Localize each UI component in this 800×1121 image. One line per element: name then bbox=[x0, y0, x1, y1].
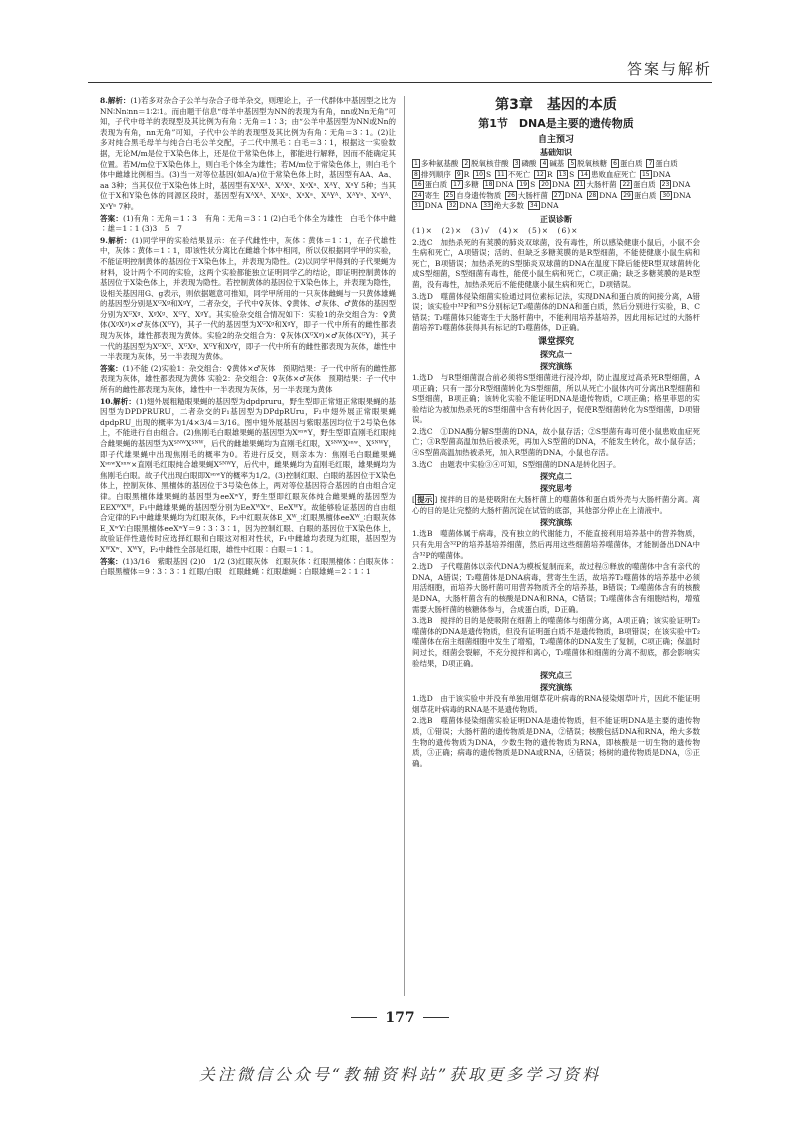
knowledge-item-number: 1 bbox=[414, 160, 418, 167]
knowledge-item-number: 33 bbox=[483, 202, 491, 210]
explore-point-1-heading: 探究点一 bbox=[540, 349, 572, 359]
judgement-answers: (1)× (2)× (3)√ (4)× (5)× (6)× bbox=[412, 225, 579, 235]
knowledge-item-text: 寄生 bbox=[424, 190, 440, 200]
knowledge-item bbox=[539, 180, 570, 191]
knowledge-item-text: 碱基 bbox=[549, 159, 565, 168]
knowledge-item-text: DNA bbox=[424, 201, 443, 211]
knowledge-item bbox=[462, 159, 508, 170]
knowledge-item-text: DNA bbox=[551, 180, 570, 190]
knowledge-item-number: 13 bbox=[558, 170, 567, 178]
answer-item: 2.选C ①DNA酶分解S型菌的DNA，故小鼠存活；②S型菌有毒可使小鼠患败血症死亡；③R型菌高温加热后被杀死，再加入S型菌的DNA，不能发生转化，故小鼠存活；④S型菌高温加热被杀死，加入R型菌的DNA，小鼠也存活。 bbox=[412, 426, 700, 458]
answer-paragraph bbox=[100, 214, 396, 235]
knowledge-item-number: 5 bbox=[570, 160, 575, 167]
knowledge-item-text: S bbox=[569, 169, 575, 179]
knowledge-item-text: 多种氨基酸 bbox=[420, 159, 459, 168]
knowledge-item-text: DNA bbox=[564, 190, 583, 200]
knowledge-item-text: 脱氧核糖 bbox=[577, 159, 608, 168]
knowledge-item-number: 23 bbox=[661, 181, 670, 189]
answer-item: 1.选D 由于该实验中并没有单独用烟草花叶病毒的RNA侵染烟草叶片，因此不能证明烟草花叶病毒的RNA是不是遗传物质。 bbox=[412, 694, 700, 714]
knowledge-item-number: 16 bbox=[414, 181, 422, 189]
page-number-dash-right bbox=[423, 1017, 449, 1018]
answer-text: (1)有角∶无角＝1∶3 有角∶无角＝3∶1 (2)白毛个体全为雄性 白毛个体中雌∶雄＝1∶1 (3)3 5 7 bbox=[100, 213, 396, 234]
answer-paragraph bbox=[100, 397, 396, 556]
knowledge-item-number: 6 bbox=[613, 160, 617, 167]
knowledge-item bbox=[517, 180, 535, 191]
knowledge-item-number: 15 bbox=[641, 170, 650, 178]
thinking-2-heading: 探究思考 bbox=[540, 484, 572, 494]
tip-label: 提示 bbox=[416, 495, 433, 505]
knowledge-item-text: R bbox=[546, 169, 553, 179]
knowledge-item-text: R bbox=[463, 169, 470, 179]
knowledge-item bbox=[621, 191, 656, 202]
knowledge-item-text: DNA bbox=[652, 169, 671, 179]
knowledge-item bbox=[473, 170, 491, 181]
knowledge-item-text: 蛋白质 bbox=[633, 190, 657, 200]
knowledge-item bbox=[412, 159, 458, 170]
knowledge-item bbox=[540, 159, 564, 170]
answer-item: 1.选B 噬菌体属于病毒，没有独立的代谢能力，不能直接利用培养基中的营养物质，只有先用含³²P的培养基培养细菌，然后再用这些细菌培养噬菌体，才能制备出DNA中含³²P的噬菌体。 bbox=[412, 529, 700, 560]
knowledge-item bbox=[412, 201, 443, 212]
knowledge-item-number: 31 bbox=[414, 202, 422, 210]
knowledge-item-number: 18 bbox=[484, 181, 493, 189]
left-column bbox=[100, 96, 396, 996]
knowledge-item-text: DNA bbox=[672, 180, 691, 190]
knowledge-item bbox=[578, 170, 636, 181]
knowledge-item-text: 自身遗传物质 bbox=[456, 190, 502, 200]
knowledge-item-number: 27 bbox=[553, 191, 562, 199]
knowledge-item-text: 大肠杆菌 bbox=[517, 190, 548, 200]
knowledge-answers bbox=[412, 159, 700, 212]
knowledge-item-text: 磷酸 bbox=[521, 159, 537, 168]
answer-label: 答案： bbox=[100, 363, 123, 373]
answer-label: 答案： bbox=[100, 213, 124, 223]
knowledge-item-number: 30 bbox=[662, 191, 670, 199]
knowledge-item-number: 26 bbox=[507, 191, 515, 199]
knowledge-item-text: 排列顺序 bbox=[420, 169, 451, 179]
knowledge-item bbox=[451, 180, 479, 191]
knowledge-item-text: 蛋白质 bbox=[424, 180, 448, 190]
knowledge-item-text: 不死亡 bbox=[507, 169, 531, 179]
knowledge-item-number: 11 bbox=[497, 170, 505, 178]
explore-2-answers bbox=[412, 529, 700, 669]
knowledge-item bbox=[513, 159, 537, 170]
knowledge-item-text: 患败血症死亡 bbox=[590, 169, 636, 179]
knowledge-item-number: 14 bbox=[580, 170, 588, 178]
knowledge-item bbox=[660, 191, 691, 202]
knowledge-item-number: 3 bbox=[514, 160, 519, 167]
answer-text: (1)同学甲的实验结果显示：在子代雌性中，灰体∶黄体＝1∶1，在子代雄性中，灰体∶黄体＝1∶1，即该性状分离比在雌雄个体中相同，所以仅根据同学甲的实验，不能证明控制黄体的基因位于X染色体上，并表现为隐性。(2)以同学甲得到的子代果蝇为材料，设计两个不同的实验，这两个实验都能独立证明同学乙的结论，即证明控制黄体的基因位于X染色体上，并表现为隐性。若控制黄体的基因位于X染色体上，并表现为隐性，设相关基因用G、g表示，则依据题意可推知，同学甲所用的一只灰体雌蝇与一只黄体雄蝇的基因型分别是XᴳXᵍ和XᵍY，二者杂交，子代中♀灰体、♀黄体、♂灰体、♂黄体的基因型分别为XᴳXᵍ、XᵍXᵍ、XᴳY、XᵍY。其实验杂交组合情况如下：实验1的杂交组合为：♀黄体(XᵍXᵍ)×♂灰体(XᴳY)，其子一代的基因型为XᴳXᵍ和XᵍY，即子一代中所有的雌性都表现为灰体，雄性都表现为黄体。实验2的杂交组合为：♀灰体(XᴳXᵍ)×♂灰体(XᴳY)，其子一代的基因型为XᴳXᴳ、XᴳXᵍ、XᴳY和XᵍY，即子一代中所有的雌性都表现为灰体，雄性中一半表现为灰体，另一半表现为黄体。 bbox=[100, 235, 396, 362]
knowledge-item bbox=[528, 201, 559, 212]
practice-2-heading: 探究演练 bbox=[540, 518, 572, 528]
knowledge-item-number: 8 bbox=[414, 170, 418, 178]
answer-label: 10.解析： bbox=[100, 396, 137, 406]
header-title: 答案与解析 bbox=[626, 60, 712, 78]
right-column bbox=[412, 96, 700, 996]
page-number-value: 177 bbox=[385, 1010, 415, 1026]
answer-label: 8.解析： bbox=[100, 96, 131, 105]
knowledge-item-text: DNA bbox=[672, 190, 691, 200]
answer-item: 3.选D 噬菌体侵染细菌实验通过同位素标记法，实现DNA和蛋白质的间接分离，A错误；该实验中³²P和³⁵S分别标记T₂噬菌体的DNA和蛋白质，然后分别进行实验，B、C错误；T₂噬菌体只能寄生于大肠杆菌中，不能利用培养基培养，因此用标记过的大肠杆菌培养T₂噬菌体获得具有标记的T₂噬菌体，D正确。 bbox=[412, 291, 700, 333]
tip-box: [ 提示 ] 搅拌的目的是使吸附在大肠杆菌上的噬菌体和蛋白质外壳与大肠杆菌分离。离心的目的是让完整的大肠杆菌沉淀在试管的底部，其他部分停止在上清液中。 bbox=[412, 495, 700, 515]
knowledge-item bbox=[447, 201, 478, 212]
knowledge-item bbox=[611, 159, 642, 170]
knowledge-item-text: DNA bbox=[540, 201, 559, 211]
knowledge-item bbox=[660, 180, 691, 191]
knowledge-item-number: 20 bbox=[541, 181, 549, 189]
answer-paragraph bbox=[100, 96, 396, 213]
knowledge-item-text: 脱氧核苷酸 bbox=[471, 159, 509, 168]
answer-text: (1)翅外展粗糙眼果蝇的基因型为dpdpruru，野生型即正常翅正常眼果蝇的基因型为DPDPRURU，二者杂交的F₁基因型为DPdpRUru，F₂中翅外展正常眼果蝇dpdpRU_出现的概率为1/4×3/4＝3/16。图中翅外展基因与紫眼基因均位于2号染色体上，不能进行自由组合。(2)焦刚毛白眼雄果蝇的基因型为XˢⁿʷY，野生型即直刚毛红眼纯合雌果蝇的基因型为XᔆᴺᵂXᔆᴺᵂ，后代的雌雄果蝇均为直刚毛红眼，XᔆᴺᵂXˢⁿʷ、XᔆᴺᵂY，即子代雄果蝇中出现焦刚毛的概率为0。若进行反交，则亲本为：焦刚毛白眼雌果蝇XˢⁿʷXˢⁿʷ×直刚毛红眼纯合雄果蝇XᔆᴺᵂY，后代中，雌果蝇均为直刚毛红眼，雄果蝇均为焦刚毛白眼。故子代出现白眼即XˢⁿʷY的概率为1/2。(3)控制红眼、白眼的基因位于X染色体上，控制灰体、黑檀体的基因位于3号染色体上，两对等位基因符合基因的自由组合定律。白眼黑檀体雄果蝇的基因型为eeXʷY，野生型即红眼灰体纯合雌果蝇的基因型为EEXᵂXᵂ，F₁中雌雄果蝇的基因型分别为EeXᵂXʷ、EeXᵂY。故能够验证基因的自由组合定律的F₁中雌雄果蝇均为红眼灰体，F₂中红眼灰体E_Xᵂ_∶红眼黑檀体eeXᵂ_∶白眼灰体E_XʷY∶白眼黑檀体eeXʷY＝9∶3∶3∶1，因为控制红眼、白眼的基因位于X染色体上，故验证伴性遗传时应选择红眼和白眼这对相对性状，F₁中雌雄均表现为红眼，基因型为XᵂXʷ、XᵂY，F₂中雌性全部是红眼，雄性中红眼∶白眼＝1∶1。 bbox=[100, 396, 396, 554]
answer-item: 2.选B 噬菌体侵染细菌实验证明DNA是遗传物质，但不能证明DNA是主要的遗传物质，①错误；大肠杆菌的遗传物质是DNA，②错误；核酸包括DNA和RNA，绝大多数生物的遗传物质为DNA，少数生物的遗传物质为RNA，即核酸是一切生物的遗传物质，③正确；病毒的遗传物质是DNA或RNA，④错误；杨树的遗传物质是DNA，⑤正确。 bbox=[412, 716, 700, 768]
classroom-explore-heading: 课堂探究 bbox=[537, 336, 574, 347]
knowledge-item bbox=[481, 201, 524, 212]
answer-text: (1)3/16 紫眼基因 (2)0 1/2 (3)红眼灰体 红眼灰体∶红眼黑檀体∶白眼灰体∶白眼黑檀体＝9∶3∶3∶1 红眼/白眼 红眼雌蝇∶红眼雄蝇∶白眼雄蝇＝2∶1∶1 bbox=[100, 556, 396, 577]
footer-note: 关注微信公众号“教辅资料站”获取更多学习资料 bbox=[198, 1065, 602, 1084]
answer-label: 答案： bbox=[100, 556, 123, 566]
knowledge-item bbox=[412, 191, 440, 202]
knowledge-item bbox=[444, 191, 502, 202]
knowledge-item bbox=[574, 180, 617, 191]
knowledge-item bbox=[483, 180, 514, 191]
answer-item: 2.选D 子代噬菌体以亲代DNA为模板复制而来，故过程⑤释放的噬菌体中含有亲代的DNA，A错误；T₂噬菌体是DNA病毒，营寄生生活，故培养T₂噬菌体的培养基中必须用活细胞，而培养大肠杆菌可用营养物质齐全的培养基，B错误；T₂噬菌体含有的核酸是DNA，大肠杆菌含有的核酸是DNA和RNA，C错误；T₂噬菌体含有细胞结构，增殖需要大肠杆菌的核糖体参与，合成蛋白质，D正确。 bbox=[412, 562, 700, 614]
answer-text: (1)不能 (2)实验1：杂交组合：♀黄体×♂灰体 预期结果：子一代中所有的雌性都表现为灰体，雄性都表现为黄体 实验2：杂交组合：♀灰体×♂灰体 预期结果：子一代中所有的雌性都表现为灰体，雄性中一半表现为灰体，另一半表现为黄体 bbox=[100, 363, 396, 395]
practice-3-heading: 探究演练 bbox=[540, 683, 572, 693]
explore-point-2-heading: 探究点二 bbox=[540, 472, 572, 482]
answer-item: 1.选D 与R型细菌混合前必须将S型细菌进行浸冷却，防止温度过高杀死R型细菌，A项正确；只有一部分R型细菌转化为S型细菌，所以从死亡小鼠体内可分离出R型细菌和S型细菌，B项正确；该转化实验不能证明DNA是遗传物质，C项正确；格里菲思的实验结论为被加热杀死的S型细菌中含有转化因子，促使R型细菌转化为S型细菌，D项错误。 bbox=[412, 372, 700, 425]
knowledge-item-number: 4 bbox=[542, 160, 547, 167]
knowledge-item bbox=[640, 170, 671, 181]
knowledge-item-number: 25 bbox=[445, 191, 454, 199]
knowledge-item-text: DNA bbox=[495, 180, 514, 190]
knowledge-item bbox=[557, 170, 575, 181]
page-number-dash-left bbox=[351, 1017, 377, 1018]
basic-knowledge-heading: 基础知识 bbox=[540, 148, 572, 157]
knowledge-item bbox=[620, 180, 655, 191]
knowledge-item-number: 7 bbox=[648, 160, 653, 167]
answer-item: 3.选C 由题表中实验③④可知，S型细菌的DNA是转化因子。 bbox=[412, 459, 621, 469]
correct-diagnosis-heading: 正误诊断 bbox=[540, 214, 572, 224]
knowledge-item-text: 蛋白质 bbox=[655, 159, 678, 168]
tip-text: 搅拌的目的是使吸附在大肠杆菌上的噬菌体和蛋白质外壳与大肠杆菌分离。离心的目的是让完整的大肠杆菌沉淀在试管的底部，其他部分停止在上清液中。 bbox=[412, 495, 700, 515]
knowledge-item-text: DNA bbox=[459, 201, 478, 211]
knowledge-item bbox=[455, 170, 469, 181]
explore-1-answers bbox=[412, 373, 700, 470]
knowledge-item bbox=[505, 191, 548, 202]
knowledge-item-text: DNA bbox=[599, 190, 618, 200]
knowledge-item-number: 32 bbox=[448, 202, 457, 210]
knowledge-item-text: 蛋白质 bbox=[619, 159, 643, 168]
knowledge-item bbox=[534, 170, 552, 181]
knowledge-item bbox=[412, 170, 451, 181]
knowledge-item-number: 10 bbox=[475, 170, 483, 178]
knowledge-item-number: 22 bbox=[622, 181, 631, 189]
pre-study-answers bbox=[412, 238, 700, 334]
knowledge-item-number: 2 bbox=[464, 160, 469, 167]
knowledge-item-text: S bbox=[530, 180, 536, 190]
answer-text: (1)若多对杂合子公羊与杂合子母羊杂交，则理论上，子一代群体中基因型之比为NN∶Nn∶nn＝1∶2∶1。而由题干信息“母羊中基因型为NN的表现为有角，nn或Nn无角”可知，子代中母羊的表现型及其比例为有角∶无角＝1∶3；由“公羊中基因型为NN或Nn的表现为有角，nn无角”可知，子代中公羊的表现型及其比例为有角∶无角＝3∶1。(2)让多对纯合黑毛母羊与纯合白毛公羊交配，子二代中黑毛∶白毛＝3∶1，根据这一实验数据，无论M/m是位于X染色体上，还是位于常染色体上，都能进行解释，因而不能确定其位置。若M/m位于X染色体上，则白毛个体全为雄性；若M/m位于常染色体上，则白毛个体中雌雄比例相当。(3)当一对等位基因(如A/a)位于常染色体上时，基因型有AA、Aa、aa 3种；当其仅位于X染色体上时，基因型有XᴬXᴬ、XᴬXᵃ、XᵃXᵃ、XᴬY、XᵃY 5种；当其位于X和Y染色体的同源区段时，基因型有XᴬXᴬ、XᴬXᵃ、XᵃXᵃ、XᴬYᴬ、XᴬYᵃ、XᵃYᴬ、XᵃYᵃ 7种。 bbox=[100, 96, 396, 211]
self-study-heading: 自主预习 bbox=[537, 135, 574, 145]
knowledge-item-number: 17 bbox=[453, 181, 461, 189]
knowledge-item-text: 大肠杆菌 bbox=[586, 180, 617, 190]
section-title: 第1节 DNA是主要的遗传物质 bbox=[478, 117, 634, 130]
knowledge-item-number: 21 bbox=[575, 181, 584, 189]
answer-item: 2.选C 加热杀死的有荚膜的肺炎双球菌，没有毒性，所以感染健康小鼠后，小鼠不会生病和死亡，A项错误；活的、但缺乏多糖荚膜的是R型细菌，不能使健康小鼠生病和死亡，B项错误；加热杀死的S型肺炎双球菌的DNA在温度下降后能使R型双球菌转化成S型细菌，S型细菌有毒性，能使小鼠生病和死亡，C项正确；缺乏多糖荚膜的是R型菌，没有毒性，加热杀死后不能使健康小鼠生病和死亡，D项错误。 bbox=[412, 237, 700, 289]
knowledge-item-text: 绝大多数 bbox=[493, 201, 524, 211]
knowledge-item-text: 多糖 bbox=[463, 180, 479, 190]
knowledge-item-number: 34 bbox=[529, 202, 538, 210]
knowledge-item bbox=[412, 180, 447, 191]
knowledge-item-number: 29 bbox=[623, 191, 631, 199]
page-header bbox=[88, 56, 712, 83]
answer-paragraph bbox=[100, 364, 396, 396]
answer-label: 9.解析： bbox=[100, 235, 132, 245]
explore-point-3-heading: 探究点三 bbox=[540, 671, 572, 681]
answer-paragraph bbox=[100, 557, 396, 578]
knowledge-item-text: 蛋白质 bbox=[633, 180, 656, 190]
knowledge-item bbox=[495, 170, 530, 181]
knowledge-item-number: 24 bbox=[414, 191, 422, 199]
knowledge-item-text: S bbox=[485, 169, 492, 179]
page-number bbox=[0, 1010, 800, 1026]
column-divider bbox=[404, 96, 405, 996]
chapter-title: 第3章 基因的本质 bbox=[495, 97, 617, 113]
practice-1-heading: 探究演练 bbox=[540, 361, 572, 371]
explore-3-answers bbox=[412, 694, 700, 769]
knowledge-item-number: 28 bbox=[588, 191, 597, 199]
knowledge-item-number: 9 bbox=[456, 170, 461, 178]
knowledge-item-number: 12 bbox=[536, 170, 544, 178]
answer-paragraph bbox=[100, 236, 396, 363]
knowledge-item bbox=[568, 159, 607, 170]
knowledge-item bbox=[587, 191, 618, 202]
answer-item: 3.选B 搅拌的目的是使吸附在细菌上的噬菌体与细菌分离，A项正确；该实验证明T₂噬菌体的DNA是遗传物质，但没有证明蛋白质不是遗传物质，B项错误；在该实验中T₂噬菌体在宿主细菌细胞中发生了增殖，T₂噬菌体的DNA发生了复制，C项正确；保温时间过长，细菌会裂解，不充分搅拌和离心，T₂噬菌体和细菌的分离不彻底，都会影响实验结果，D项正确。 bbox=[412, 616, 700, 668]
knowledge-item-number: 19 bbox=[519, 181, 528, 189]
knowledge-item bbox=[646, 159, 677, 170]
knowledge-item bbox=[552, 191, 583, 202]
